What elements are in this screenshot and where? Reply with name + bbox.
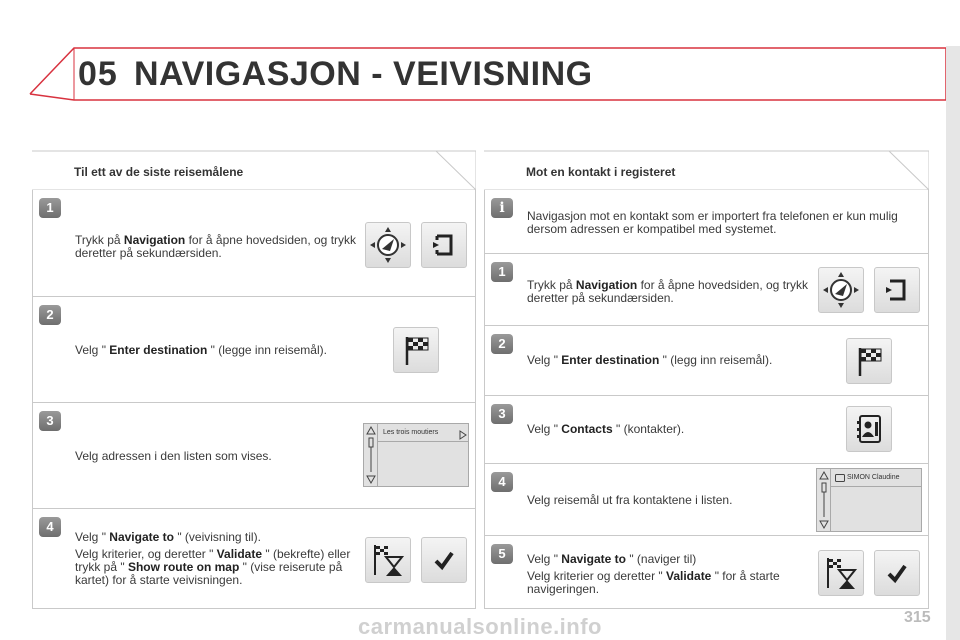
- list-scrollbar[interactable]: [817, 469, 831, 531]
- left-step-3: [32, 403, 476, 509]
- list-item-contact[interactable]: SIMON Claudine: [847, 474, 900, 481]
- right-step-3: [484, 396, 929, 464]
- step-badge: 4: [491, 472, 513, 492]
- step-badge: 2: [39, 305, 61, 325]
- step-text: Trykk på Navigation for å åpne hovedsiden, og trykk deretter på sekundærsiden.: [75, 233, 357, 260]
- flag-hourglass-icon: [370, 542, 406, 578]
- secondary-page-button[interactable]: [874, 267, 920, 313]
- navigation-dial-icon: [368, 225, 408, 265]
- info-text: Navigasjon mot en kontakt som er importert fra telefonen er kun mulig dersom adressen er kompatibel med systemet.: [527, 209, 898, 236]
- step-text: Velg " Navigate to " (veivisning til). Velg kriterier, og deretter " Validate " (bekrefte) eller trykk på " Show route on map " (vise reiserute på kartet) for å starte veivisningen.: [75, 530, 351, 587]
- secondary-page-icon: [882, 275, 912, 305]
- secondary-page-icon: [429, 230, 459, 260]
- step-text: Trykk på Navigation for å åpne hovedsiden, og trykk deretter på sekundærsiden.: [527, 278, 809, 305]
- step-badge: 3: [491, 404, 513, 424]
- step-badge: 4: [39, 517, 61, 537]
- left-section-header: [32, 150, 476, 190]
- right-section-title: Mot en kontakt i registeret: [526, 165, 676, 179]
- checkered-flag-icon: [852, 344, 886, 378]
- chapter-number: 05: [78, 55, 118, 93]
- address-list-screen: [363, 423, 469, 487]
- left-step-1: [32, 190, 476, 297]
- right-column: [484, 150, 929, 596]
- step-text: Velg " Enter destination " (legg inn reisemål).: [527, 353, 773, 367]
- step-badge: 2: [491, 334, 513, 354]
- contacts-card-icon: [852, 412, 886, 446]
- right-step-2: [484, 326, 929, 396]
- checkered-flag-icon: [399, 333, 433, 367]
- page-header: [0, 0, 960, 110]
- navigation-dial-button[interactable]: [365, 222, 411, 268]
- enter-destination-button[interactable]: [846, 338, 892, 384]
- navigate-to-button[interactable]: [818, 550, 864, 596]
- step-badge: 1: [491, 262, 513, 282]
- checkmark-icon: [885, 561, 909, 585]
- right-step-1: [484, 254, 929, 326]
- left-step-2: [32, 297, 476, 403]
- checkmark-icon: [432, 548, 456, 572]
- page-number: 315: [904, 609, 931, 626]
- right-section-header: [484, 150, 929, 190]
- right-info: [484, 190, 929, 254]
- secondary-page-button[interactable]: [421, 222, 467, 268]
- contact-card-small-icon: [835, 474, 845, 482]
- navigation-dial-icon: [821, 270, 861, 310]
- chevron-right-icon: [459, 430, 467, 440]
- navigate-to-button[interactable]: [365, 537, 411, 583]
- step-text: Velg " Navigate to " (naviger til) Velg kriterier og deretter " Validate " for å starte navigeringen.: [527, 552, 780, 596]
- enter-destination-button[interactable]: [393, 327, 439, 373]
- step-badge: 3: [39, 411, 61, 431]
- info-badge: i: [491, 198, 513, 218]
- watermark: carmanualsonline.info: [358, 614, 602, 639]
- right-step-5: [484, 536, 929, 609]
- step-badge: 1: [39, 198, 61, 218]
- step-text: Velg reisemål ut fra kontaktene i listen.: [527, 493, 733, 507]
- validate-button[interactable]: [421, 537, 467, 583]
- flag-hourglass-icon: [823, 555, 859, 591]
- step-badge: 5: [491, 544, 513, 564]
- page-edge-strip: [946, 46, 960, 640]
- left-step-4: [32, 509, 476, 609]
- left-column: [32, 150, 476, 587]
- list-scrollbar[interactable]: [364, 424, 378, 486]
- step-text: Velg " Contacts " (kontakter).: [527, 422, 685, 436]
- contacts-list-screen: [816, 468, 922, 532]
- validate-button[interactable]: [874, 550, 920, 596]
- left-section-title: Til ett av de siste reisemålene: [74, 165, 244, 179]
- chapter-title: NAVIGASJON - VEIVISNING: [134, 55, 593, 93]
- step-text: Velg adressen i den listen som vises.: [75, 449, 272, 463]
- navigation-dial-button[interactable]: [818, 267, 864, 313]
- contacts-button[interactable]: [846, 406, 892, 452]
- right-step-4: [484, 464, 929, 536]
- step-text: Velg " Enter destination " (legge inn reisemål).: [75, 343, 327, 357]
- list-item-address[interactable]: Les trois moutiers: [383, 429, 439, 436]
